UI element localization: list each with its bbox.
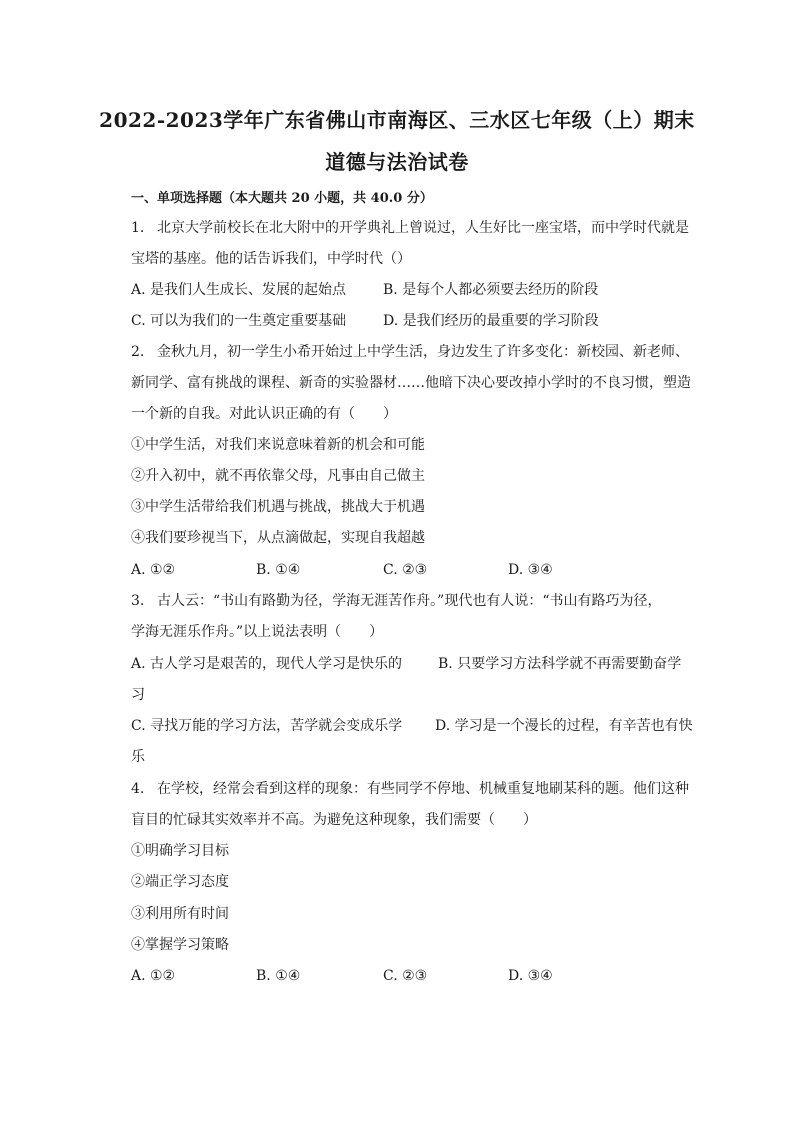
question-3-option-b-wrap: 习 <box>131 687 145 703</box>
question-4-item-3: ③利用所有时间 <box>131 906 229 922</box>
question-4-item-4: ④掌握学习策略 <box>131 937 229 953</box>
question-2-option-a: A. ①② <box>131 562 176 578</box>
question-4-item-1: ①明确学习目标 <box>131 843 229 859</box>
question-4-option-b: B. ①④ <box>256 968 301 984</box>
question-1-number: 1. <box>131 220 145 236</box>
question-3-number: 3. <box>131 593 145 609</box>
question-4-option-a: A. ①② <box>131 968 176 984</box>
question-4-option-d: D. ③④ <box>508 968 553 984</box>
exam-title-line1: 2022-2023学年广东省佛山市南海区、三水区七年级（上）期末 <box>99 108 695 132</box>
question-1-option-d: D. 是我们经历的最重要的学习阶段 <box>383 313 599 329</box>
question-2-item-2: ②升入初中，就不再依靠父母，凡事由自己做主 <box>131 468 425 484</box>
question-4-item-2: ②端正学习态度 <box>131 874 229 890</box>
question-2-item-3: ③中学生活带给我们机遇与挑战，挑战大于机遇 <box>131 499 425 515</box>
question-4-stem-line-1: 4. 在学校，经常会看到这样的现象：有些同学不停地、机械重复地刷某科的题。他们这种 <box>131 781 689 797</box>
section-heading: 一、单项选择题（本大题共 20 小题，共 40.0 分） <box>131 191 433 206</box>
question-2-item-4: ④我们要珍视当下，从点滴做起，实现自我超越 <box>131 530 425 546</box>
question-3-option-a: A. 古人学习是艰苦的，现代人学习是快乐的 <box>131 656 403 672</box>
question-1-stem-line-2: 宝塔的基座。他的话告诉我们，中学时代（） <box>131 251 411 267</box>
question-4-number: 4. <box>131 781 145 797</box>
question-3-option-b: B. 只要学习方法科学就不再需要勤奋学 <box>438 656 682 672</box>
question-1-stem-line-1: 1. 北京大学前校长在北大附中的开学典礼上曾说过，人生好比一座宝塔，而中学时代就是 <box>131 220 689 236</box>
question-3-option-c: C. 寻找万能的学习方法，苦学就会变成乐学 <box>131 718 403 734</box>
question-4-option-c: C. ②③ <box>383 968 428 984</box>
question-2-stem-line-3: 一个新的自我。对此认识正确的有（ ） <box>131 406 397 422</box>
question-3-option-d: D. 学习是一个漫长的过程，有辛苦也有快 <box>435 718 693 734</box>
question-1-option-a: A. 是我们人生成长、发展的起始点 <box>131 282 347 298</box>
question-3-option-d-wrap: 乐 <box>131 749 145 765</box>
question-1-option-b: B. 是每个人都必须要去经历的阶段 <box>383 282 599 298</box>
question-2-item-1: ①中学生活，对我们来说意味着新的机会和可能 <box>131 437 425 453</box>
question-2-number: 2. <box>131 344 145 360</box>
question-3-stem-line-1: 3. 古人云：“书山有路勤为径，学海无涯苦作舟。”现代也有人说：“书山有路巧为径， <box>131 593 662 609</box>
question-2-stem-line-2: 新同学、富有挑战的课程、新奇的实验器材……他暗下决心要改掉小学时的不良习惯，塑造 <box>131 375 691 391</box>
exam-title-line2: 道德与法治试卷 <box>325 150 469 174</box>
question-2-option-c: C. ②③ <box>383 562 428 578</box>
question-2-option-b: B. ①④ <box>256 562 301 578</box>
question-1-option-c: C. 可以为我们的一生奠定重要基础 <box>131 313 347 329</box>
question-2-option-d: D. ③④ <box>508 562 553 578</box>
question-4-stem-line-2: 盲目的忙碌其实效率并不高。为避免这种现象，我们需要（ ） <box>131 812 537 828</box>
question-3-stem-line-2: 学海无涯乐作舟。”以上说法表明（ ） <box>131 624 384 640</box>
question-2-stem-line-1: 2. 金秋九月，初一学生小希开始过上中学生活，身边发生了许多变化：新校园、新老师、 <box>131 344 689 360</box>
